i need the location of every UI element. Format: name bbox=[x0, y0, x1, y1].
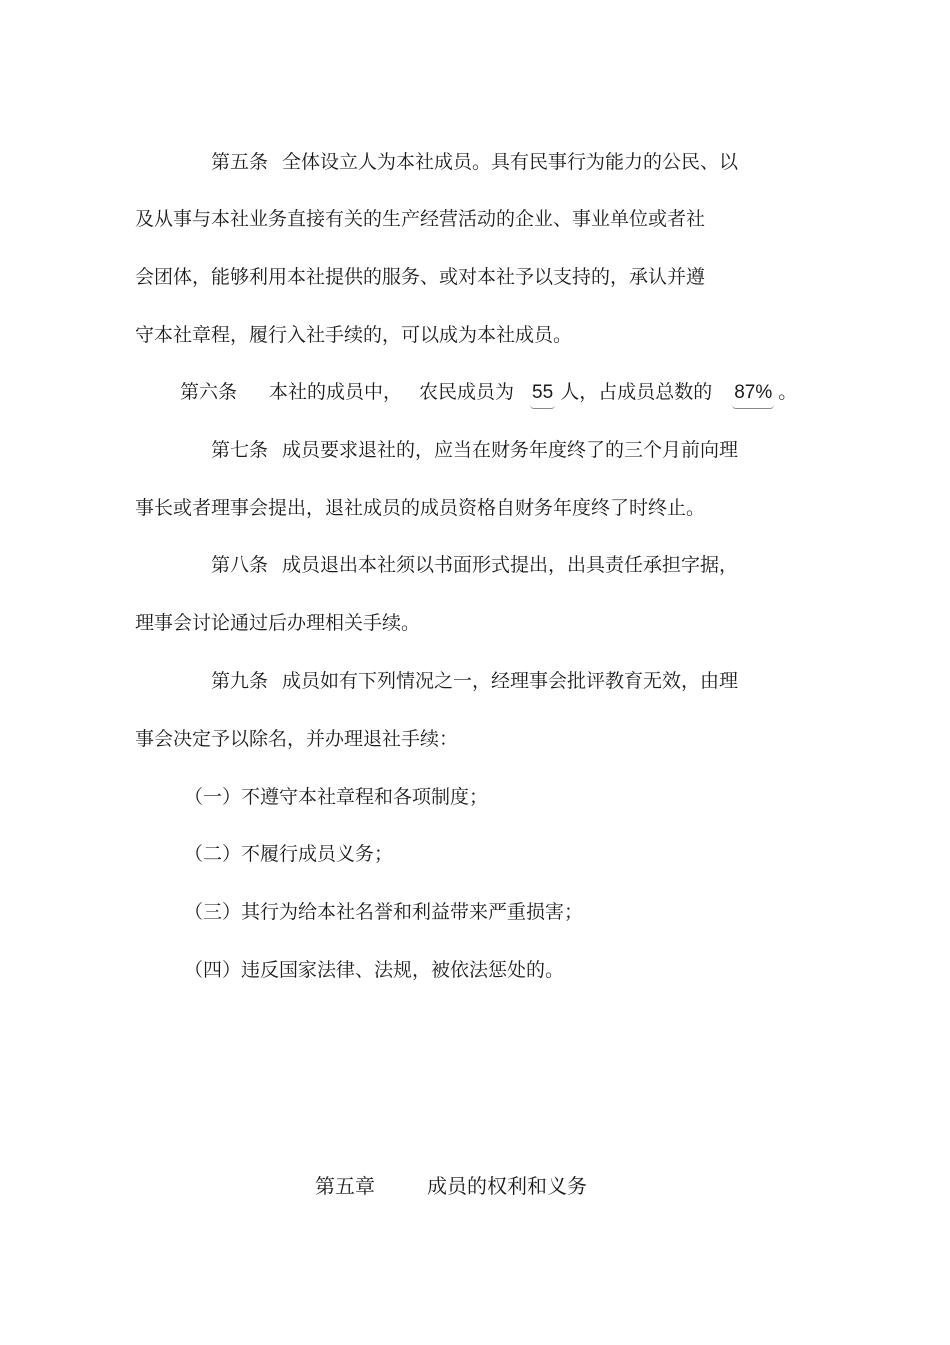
article-8-line-2: 理事会讨论通过后办理相关手续。 bbox=[135, 612, 421, 634]
chapter-title: 成员的权利和义务 bbox=[427, 1174, 587, 1198]
article-9-line-2: 事会决定予以除名，并办理退社手续： bbox=[135, 728, 459, 750]
article-9-item-1: （一）不遵守本社章程和各项制度； bbox=[184, 786, 489, 808]
member-count-blank: 55 bbox=[532, 382, 554, 403]
chapter-heading bbox=[315, 1174, 587, 1198]
article-6-text-c: 人，占成员总数的 bbox=[560, 381, 713, 403]
article-9-item-4: （四）违反国家法律、法规，被依法惩处的。 bbox=[184, 959, 565, 981]
article-9-label: 第九条 bbox=[211, 670, 269, 692]
article-9-item-2: （二）不履行成员义务； bbox=[184, 843, 394, 865]
article-5-line-1 bbox=[211, 150, 738, 174]
article-7-text-1: 成员要求退社的，应当在财务年度终了的三个月前向理 bbox=[282, 439, 739, 461]
article-6-label: 第六条 bbox=[180, 381, 238, 403]
article-6-text-b: 农民成员为 bbox=[419, 381, 515, 403]
article-9-item-3: （三）其行为给本社名誉和利益带来严重损害； bbox=[184, 901, 584, 923]
article-8-label: 第八条 bbox=[211, 554, 269, 576]
article-6-end: 。 bbox=[778, 381, 798, 403]
article-9-line-1 bbox=[211, 669, 738, 693]
article-5-line-4: 守本社章程，履行入社手续的，可以成为本社成员。 bbox=[135, 324, 573, 346]
article-7-line-1 bbox=[211, 438, 738, 462]
article-8-text-1: 成员退出本社须以书面形式提出，出具责任承担字据， bbox=[282, 554, 739, 576]
article-8-line-1 bbox=[211, 553, 738, 577]
article-5-line-2: 及从事与本社业务直接有关的生产经营活动的企业、事业单位或者社 bbox=[135, 208, 706, 230]
article-7-line-2: 事长或者理事会提出，退社成员的成员资格自财务年度终了时终止。 bbox=[135, 497, 706, 519]
chapter-number: 第五章 bbox=[315, 1174, 375, 1198]
article-7-label: 第七条 bbox=[211, 439, 269, 461]
percent-blank: 87% bbox=[734, 382, 773, 403]
article-5-line-3: 会团体，能够利用本社提供的服务、或对本社予以支持的，承认并遵 bbox=[135, 266, 706, 288]
article-5-text-1: 全体设立人为本社成员。具有民事行为能力的公民、以 bbox=[282, 151, 739, 173]
article-9-text-1: 成员如有下列情况之一，经理事会批评教育无效，由理 bbox=[282, 670, 739, 692]
article-6-line bbox=[180, 380, 797, 405]
article-6-text-a: 本社的成员中， bbox=[269, 381, 403, 403]
article-5-label: 第五条 bbox=[211, 151, 269, 173]
